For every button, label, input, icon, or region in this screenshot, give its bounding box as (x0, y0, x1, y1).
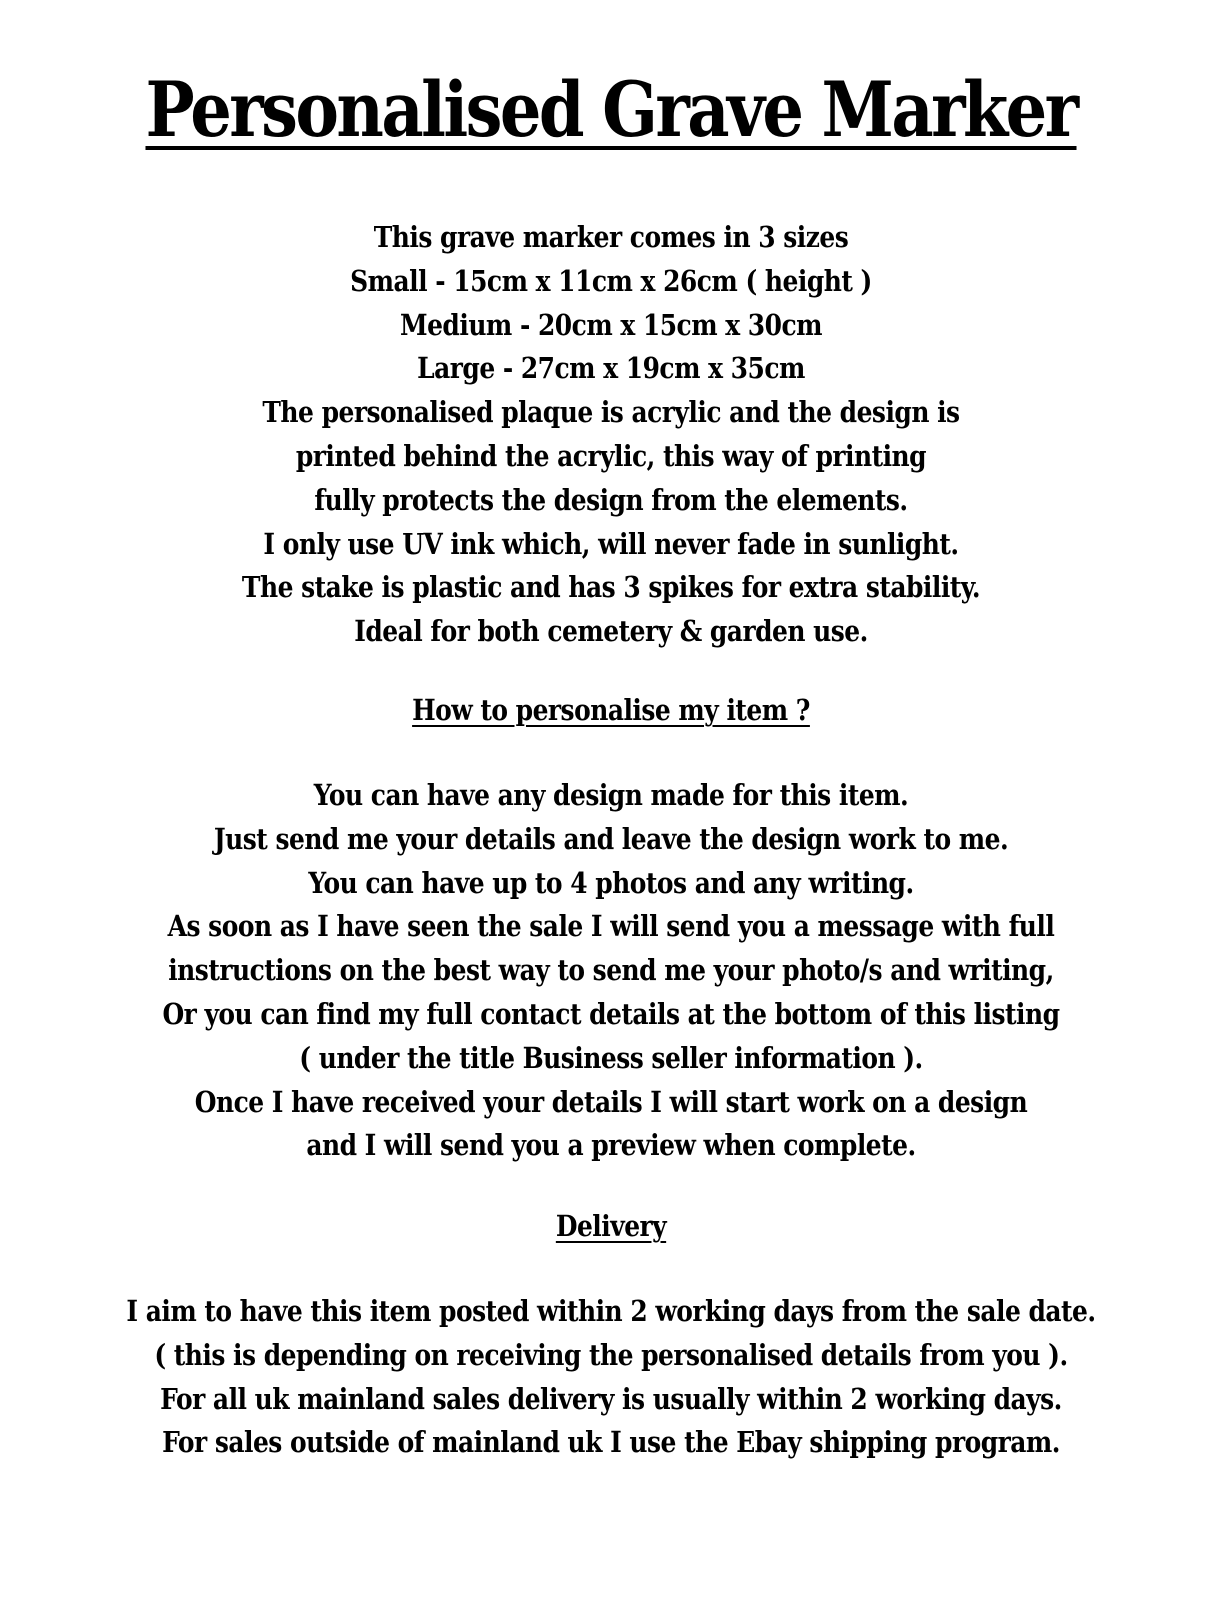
delivery-heading-text: Delivery (555, 1209, 667, 1243)
description-line: I only use UV ink which, will never fade in sunlight. (263, 526, 959, 561)
delivery-section (86, 1290, 1137, 1465)
personalise-section (86, 774, 1137, 1168)
description-line: The stake is plastic and has 3 spikes for extra stability. (241, 570, 981, 605)
page-title-text: Personalised Grave Marker (145, 65, 1077, 154)
personalise-line: You can have up to 4 photos and any writing. (308, 865, 914, 900)
personalise-line: ( under the title Business seller information ). (299, 1040, 923, 1075)
delivery-line: ( this is depending on receiving the personalised details from you ). (154, 1337, 1068, 1372)
description-line: printed behind the acrylic, this way of printing (295, 438, 927, 473)
personalise-heading-text: How to personalise my item ? (412, 693, 810, 727)
description-line: fully protects the design from the elements. (314, 482, 908, 517)
personalise-line: instructions on the best way to send me your photo/s and writing, (168, 953, 1054, 988)
personalise-line: Or you can find my full contact details at the bottom of this listing (162, 996, 1060, 1031)
description-line: Ideal for both cemetery & garden use. (354, 614, 868, 649)
personalise-line: Once I have received your details I will start work on a design (194, 1084, 1028, 1119)
description-line: Large - 27cm x 19cm x 35cm (417, 351, 805, 386)
page-title (86, 62, 1137, 158)
personalise-line: Just send me your details and leave the design work to me. (213, 821, 1009, 856)
personalise-line: and I will send you a preview when complete. (306, 1128, 916, 1163)
description-section (86, 216, 1137, 654)
description-line: This grave marker comes in 3 sizes (373, 220, 849, 254)
personalise-line: As soon as I have seen the sale I will send you a message with full (167, 909, 1055, 944)
delivery-line: I aim to have this item posted within 2 working days from the sale date. (126, 1294, 1096, 1328)
delivery-line: For all uk mainland sales delivery is usually within 2 working days. (160, 1381, 1062, 1416)
delivery-heading (86, 1204, 1137, 1248)
delivery-line: For sales outside of mainland uk I use the Ebay shipping program. (162, 1425, 1060, 1460)
personalise-heading (86, 688, 1137, 732)
description-line: Medium - 20cm x 15cm x 30cm (399, 307, 823, 342)
description-line: The personalised plaque is acrylic and the design is (262, 395, 960, 430)
description-line: Small - 15cm x 11cm x 26cm ( height ) (350, 263, 872, 298)
personalise-line: You can have any design made for this item. (313, 778, 909, 812)
